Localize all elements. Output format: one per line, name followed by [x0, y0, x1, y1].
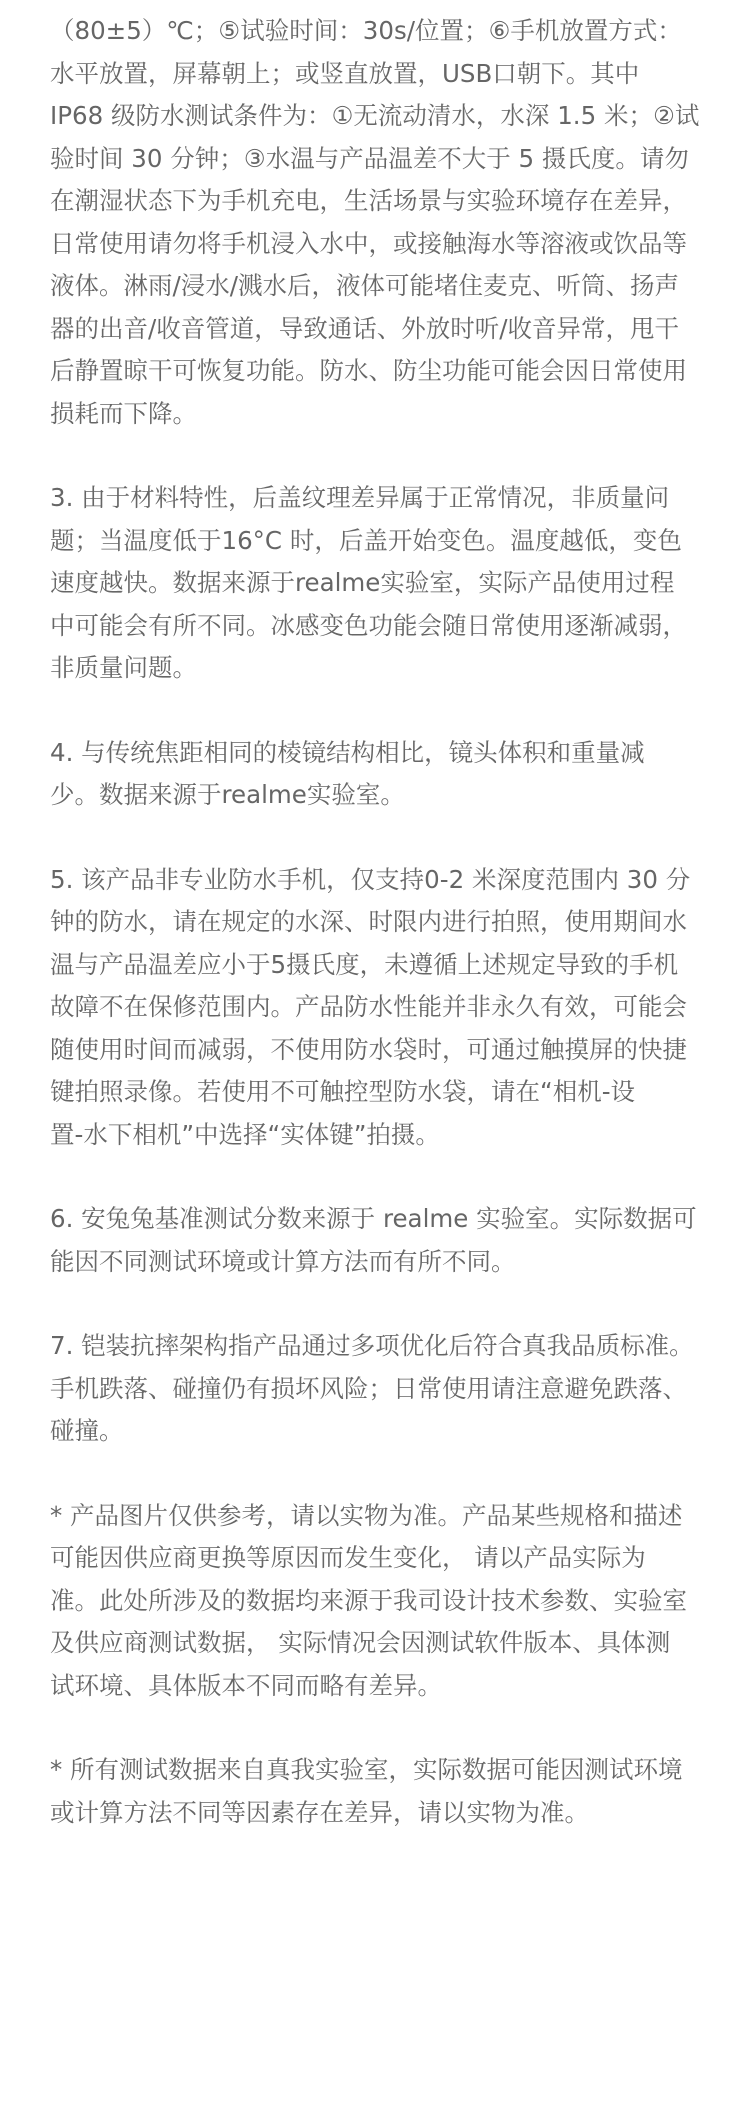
text-line: 温与产品温差应小于5摄氏度，未遵循上述规定导致的手机: [50, 949, 679, 979]
text-line: 损耗而下降。: [50, 398, 197, 428]
text-line: 后静置晾干可恢复功能。防水、防尘功能可能会因日常使用: [50, 356, 687, 385]
text-line: 准。此处所涉及的数据均来源于我司设计技术参数、实验室: [50, 1585, 687, 1615]
note-4-lens: [50, 732, 702, 817]
note-7-armor: [50, 1325, 702, 1453]
text-line: 碰撞。: [50, 1416, 124, 1445]
note-3-back-cover: [50, 477, 702, 690]
text-line: * 产品图片仅供参考，请以实物为准。产品某些规格和描述: [50, 1500, 683, 1530]
text-line: 非质量问题。: [50, 653, 197, 682]
text-line: 日常使用请勿将手机浸入水中，或接触海水等溶液或饮品等: [50, 228, 687, 258]
text-line: 能因不同测试环境或计算方法而有所不同。: [50, 1246, 516, 1276]
disclaimer-notes: [50, 10, 702, 1876]
text-line: * 所有测试数据来自真我实验室，实际数据可能因测试环境: [50, 1755, 683, 1784]
text-line: 4. 与传统焦距相同的棱镜结构相比，镜头体积和重量减: [50, 737, 645, 767]
text-line: 手机跌落、碰撞仍有损坏风险；日常使用请注意避免跌落、: [50, 1373, 687, 1403]
note-waterproof-continued: [50, 10, 702, 435]
text-line: 及供应商测试数据， 实际情况会因测试软件版本、具体测: [50, 1628, 671, 1657]
text-line: 7. 铠装抗摔架构指产品通过多项优化后符合真我品质标准。: [50, 1331, 694, 1360]
text-line: 钟的防水，请在规定的水深、时限内进行拍照，使用期间水: [50, 907, 687, 936]
note-product-images: [50, 1495, 702, 1708]
text-line: 题；当温度低于16°C 时，后盖开始变色。温度越低，变色: [50, 525, 682, 555]
text-line: 水平放置，屏幕朝上；或竖直放置，USB口朝下。其中: [50, 58, 640, 88]
text-line: 少。数据来源于realme实验室。: [50, 780, 405, 809]
text-line: 液体。淋雨/浸水/溅水后，液体可能堵住麦克、听筒、扬声: [50, 271, 680, 300]
text-line: 随使用时间而减弱，不使用防水袋时，可通过触摸屏的快捷: [50, 1034, 687, 1064]
text-line: 速度越快。数据来源于realme实验室，实际产品使用过程: [50, 568, 675, 597]
text-line: 故障不在保修范围内。产品防水性能并非永久有效，可能会: [50, 992, 687, 1021]
note-test-data: [50, 1749, 702, 1834]
text-line: 验时间 30 分钟；③水温与产品温差不大于 5 摄氏度。请勿: [50, 143, 689, 173]
note-5-waterproof-usage: [50, 859, 702, 1157]
text-line: 可能因供应商更换等原因而发生变化， 请以产品实际为: [50, 1543, 646, 1572]
text-line: 在潮湿状态下为手机充电，生活场景与实验环境存在差异，: [50, 186, 687, 215]
text-line: 键拍照录像。若使用不可触控型防水袋，请在“相机-设: [50, 1077, 636, 1106]
text-line: （80±5）℃；⑤试验时间：30s/位置；⑥手机放置方式：: [50, 16, 682, 45]
text-line: 器的出音/收音管道，导致通话、外放时听/收音异常，甩干: [50, 313, 680, 343]
text-line: IP68 级防水测试条件为：①无流动清水，水深 1.5 米；②试: [50, 101, 700, 130]
text-line: 中可能会有所不同。冰感变色功能会随日常使用逐渐减弱，: [50, 610, 687, 640]
note-6-antutu: [50, 1198, 702, 1283]
text-line: 5. 该产品非专业防水手机，仅支持0-2 米深度范围内 30 分: [50, 864, 691, 894]
text-line: 6. 安兔兔基准测试分数来源于 realme 实验室。实际数据可: [50, 1204, 697, 1233]
text-line: 置-水下相机”中选择“实体键”拍摄。: [50, 1119, 440, 1149]
text-line: 3. 由于材料特性，后盖纹理差异属于正常情况，非质量问: [50, 483, 670, 512]
text-line: 试环境、具体版本不同而略有差异。: [50, 1670, 442, 1700]
text-line: 或计算方法不同等因素存在差异，请以实物为准。: [50, 1797, 589, 1827]
